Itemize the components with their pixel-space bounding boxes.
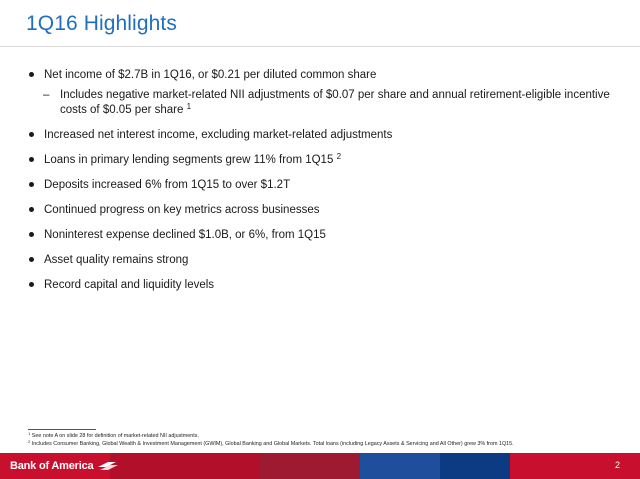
footer-segment bbox=[110, 453, 260, 479]
footnote-ref: 2 bbox=[336, 152, 342, 161]
bullet-dot-icon bbox=[29, 157, 34, 162]
bullet-dot-icon bbox=[29, 72, 34, 77]
bullet-dot-icon bbox=[29, 282, 34, 287]
bank-logo bbox=[10, 459, 118, 473]
bullet-list bbox=[28, 68, 623, 293]
bullet-item bbox=[28, 253, 623, 268]
bullet-text: Increased net interest income, excluding market-related adjustments bbox=[44, 129, 393, 141]
bullet-dot-icon bbox=[29, 182, 34, 187]
page-number: 2 bbox=[614, 460, 620, 470]
bullet-text: Loans in primary lending segments grew 11% from 1Q15 bbox=[44, 154, 334, 166]
footnote-divider bbox=[28, 429, 96, 430]
footer-segment bbox=[510, 453, 640, 479]
bullet-dot-icon bbox=[29, 207, 34, 212]
bullet-item bbox=[28, 68, 623, 83]
footnote-ref: 1 bbox=[186, 102, 192, 111]
sub-bullet-item bbox=[28, 88, 623, 118]
title-divider bbox=[0, 46, 640, 47]
bullet-text: Deposits increased 6% from 1Q15 to over $1.2T bbox=[44, 179, 291, 191]
bullet-dot-icon bbox=[29, 257, 34, 262]
slide-title: 1Q16 Highlights bbox=[26, 12, 177, 35]
bullet-text: Net income of $2.7B in 1Q16, or $0.21 per diluted common share bbox=[44, 69, 377, 81]
bullet-item bbox=[28, 128, 623, 143]
bullet-text: Asset quality remains strong bbox=[44, 254, 189, 266]
footnote-text: Includes Consumer Banking, Global Wealth & Investment Management (GWIM), Global Banking and Global Markets. Total loans (including Legacy Assets & Servicing and All Other) grew 3% from 1Q15. bbox=[31, 441, 514, 447]
footer-segment bbox=[440, 453, 510, 479]
bullet-item bbox=[28, 228, 623, 243]
sub-bullet-text: Includes negative market-related NII adjustments of $0.07 per share and annual retirement-eligible incentive costs of $0.05 per share bbox=[60, 89, 610, 116]
bullet-item bbox=[28, 178, 623, 193]
bullet-item bbox=[28, 278, 623, 293]
bullet-item bbox=[28, 153, 623, 168]
footnotes bbox=[28, 432, 628, 448]
bullet-item bbox=[28, 203, 623, 218]
bullet-text: Noninterest expense declined $1.0B, or 6%, from 1Q15 bbox=[44, 229, 326, 241]
dash-icon: – bbox=[43, 89, 50, 101]
footnote-text: See note A on slide 28 for definition of market-related NII adjustments. bbox=[31, 433, 199, 439]
bullet-text: Continued progress on key metrics across businesses bbox=[44, 204, 320, 216]
logo-text: Bank of America bbox=[10, 460, 94, 472]
bullet-dot-icon bbox=[29, 232, 34, 237]
footer-segment bbox=[360, 453, 440, 479]
footnote bbox=[28, 432, 628, 440]
footnote bbox=[28, 440, 628, 448]
bullet-dot-icon bbox=[29, 132, 34, 137]
footnote-number: 2 bbox=[28, 439, 31, 444]
footer-segment bbox=[260, 453, 360, 479]
flag-icon bbox=[96, 460, 118, 472]
bullet-text: Record capital and liquidity levels bbox=[44, 279, 215, 291]
footnote-number: 1 bbox=[28, 431, 31, 436]
